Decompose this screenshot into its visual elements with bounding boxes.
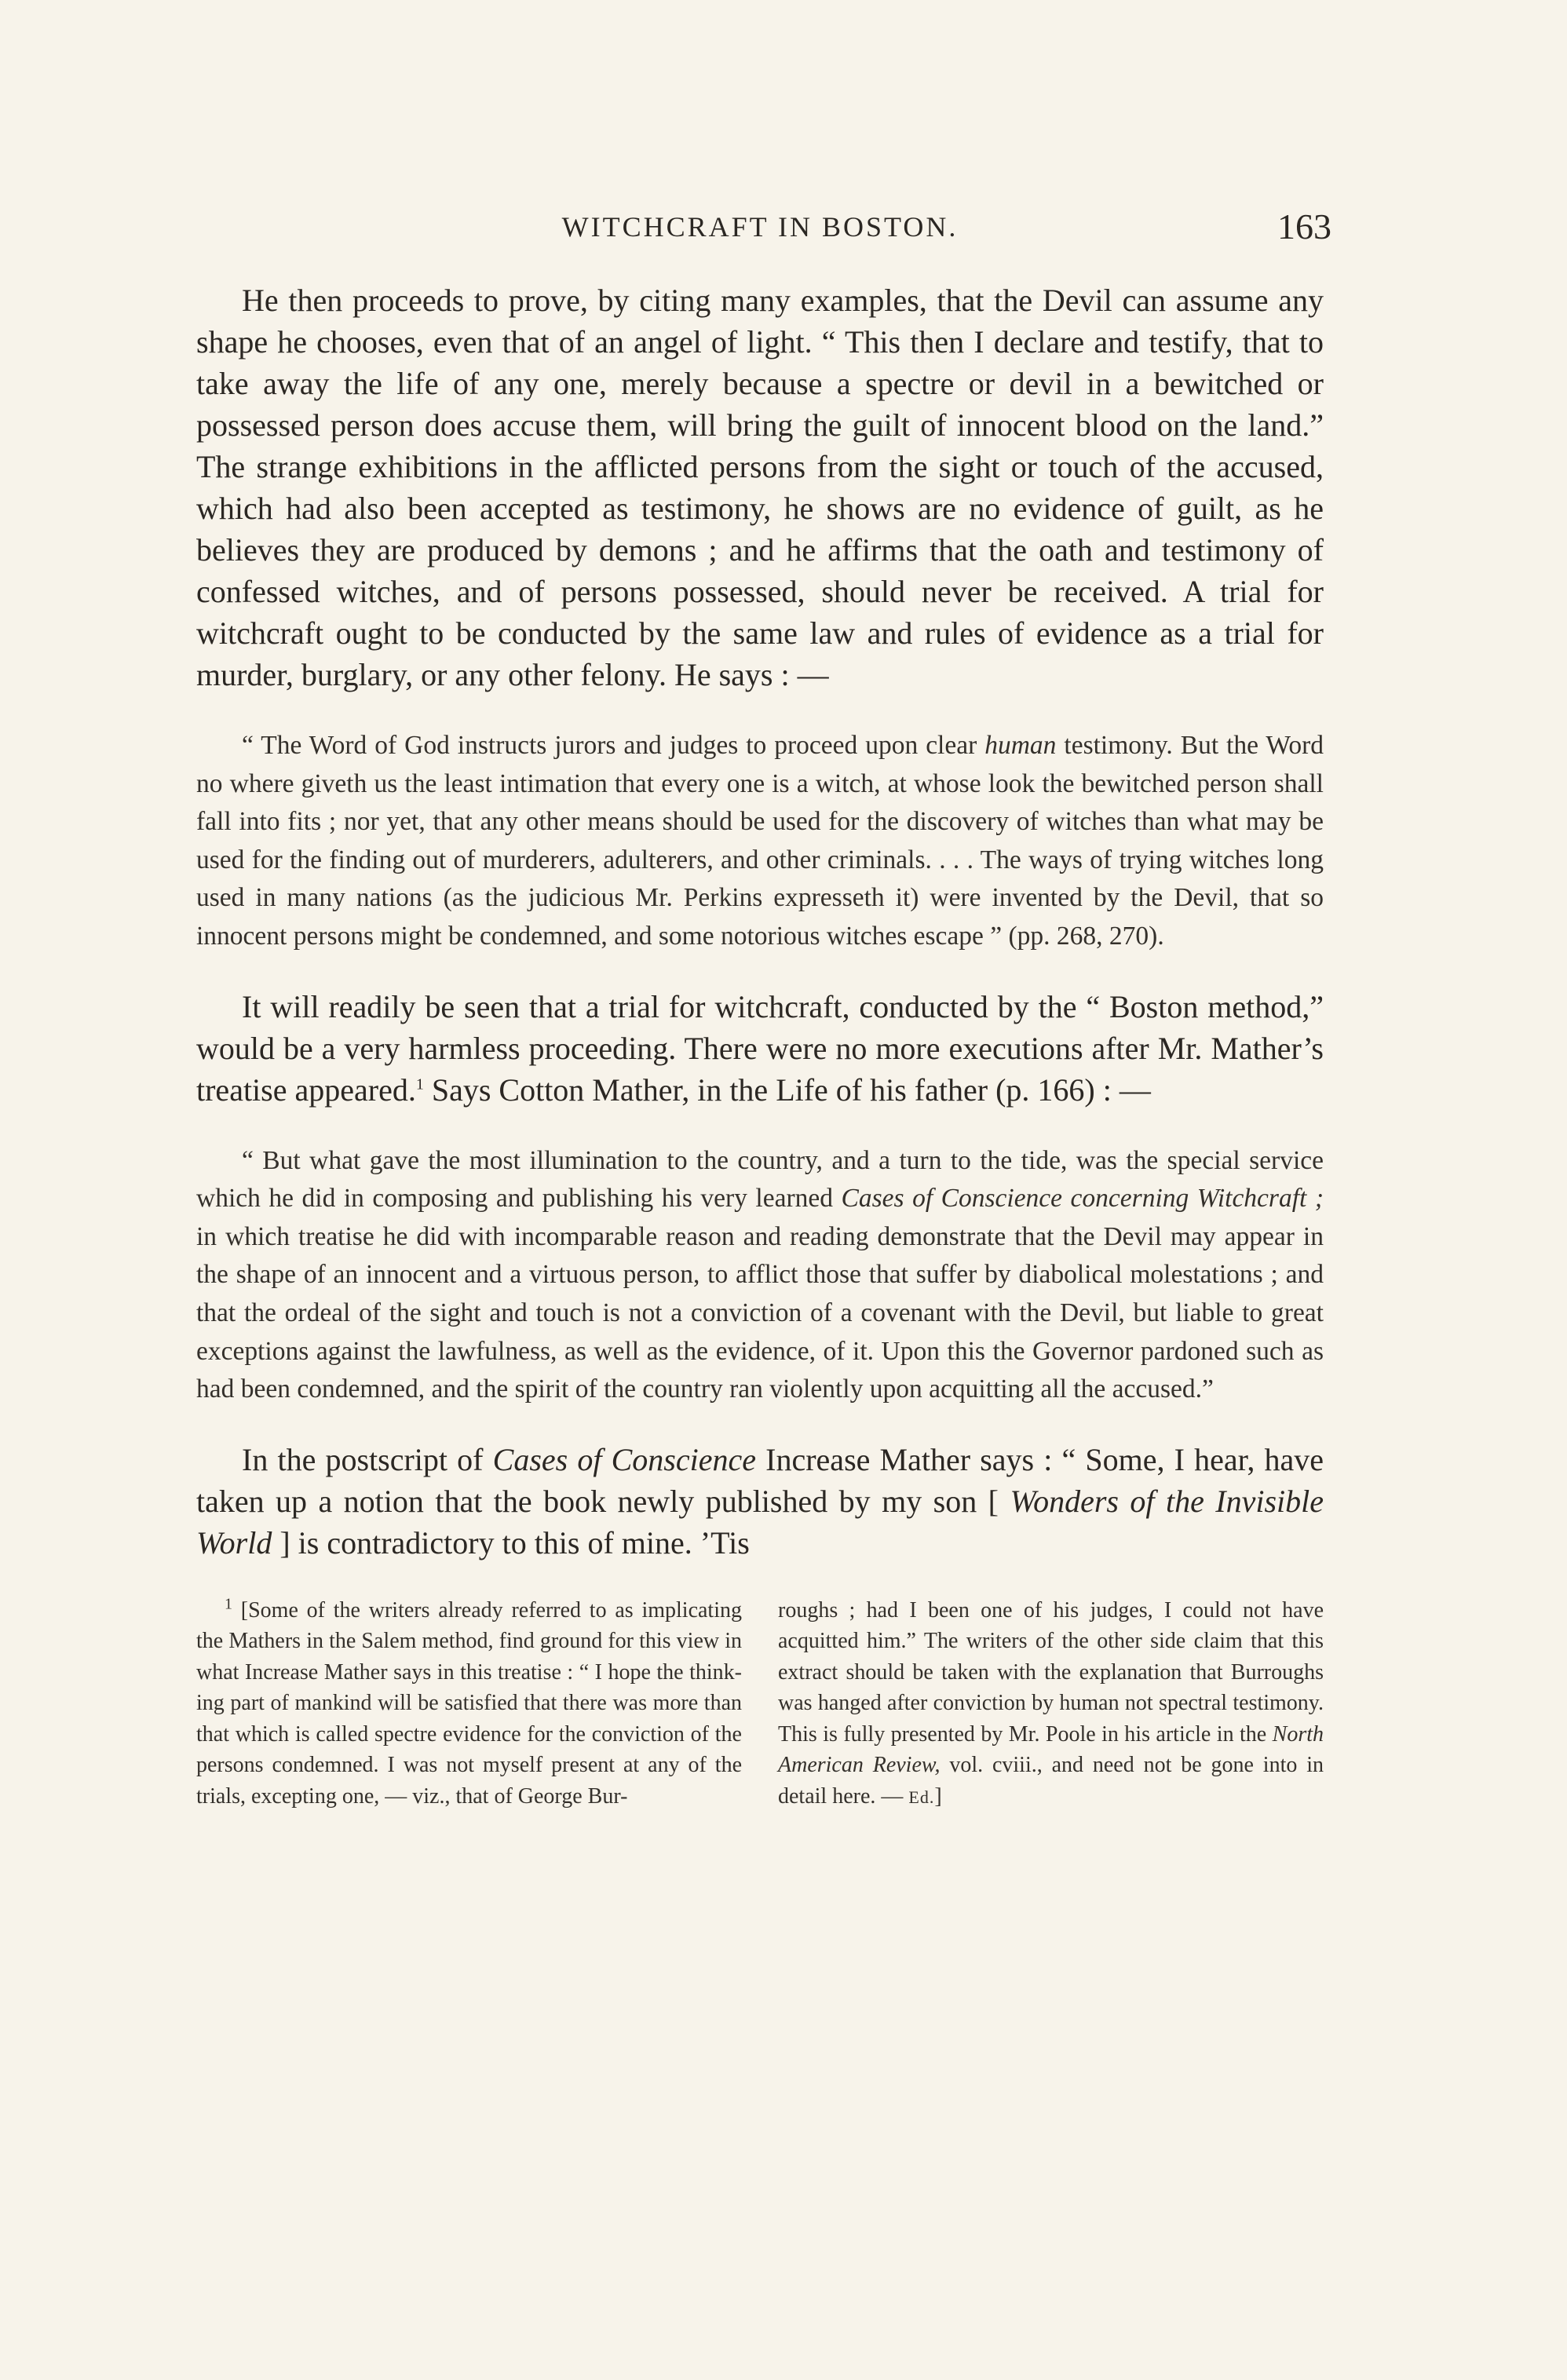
paragraph-text: is contradictory to this of mine. ’Tis — [290, 1524, 750, 1561]
journal-title-italic: North American Review, — [778, 1721, 1324, 1778]
paragraph-boston-method — [196, 986, 1324, 1111]
page-number: 163 — [1277, 206, 1331, 246]
paragraph-text: Increase Mather says : “ Some, I hear, have taken up a notion that the book newly published by my son — [196, 1441, 1324, 1519]
footnote-marker: 1 — [225, 1595, 232, 1613]
book-title-italic: Cases of Conscience — [492, 1441, 757, 1477]
quote-text: “ But what gave the most illumination to the country, and a turn to the tide, was the special service which he did in composing and publishing his very learned — [196, 1145, 1324, 1214]
footnote-text: [Some of the writers already referred to as implicating the Mathers in the Salem method, find ground for this view in what Increase Mather says in this treatise : “ I hope the thinking part of mankind will be satisfied that there was more than that which is called spectre evidence for the conviction of the persons condemned. I was not myself present at any of the trials, excepting one, — viz., that of George Bur- — [196, 1597, 742, 1809]
footnote-column-right — [778, 1595, 1324, 1813]
quote-italic: Cases of Conscience concerning Witchcraft ; — [841, 1184, 1324, 1214]
main-text — [196, 279, 1324, 1812]
quote-cotton-mather — [196, 1142, 1324, 1409]
editor-mark: Ed. — [908, 1787, 935, 1807]
paragraph-text: It will readily be seen that a trial for witchcraft, conducted by the “ Boston method,” would be a very harmless proceeding. There were no more executions after Mr. Mather’s treatise appeared. — [196, 988, 1324, 1108]
book-title-italic: Wonders of the Invisible World — [196, 1483, 1324, 1561]
quote-italic: human — [984, 731, 1057, 760]
footnote-text: roughs ; had I been one of his judges, I could not have acquitted him.” The writers of the other side claim that this extract should be taken with the explanation that Burroughs was hanged after conviction by human not spectral testimony. This is fully presented by Mr. Poole in his article in the — [778, 1597, 1324, 1747]
footnotes — [196, 1595, 1324, 1813]
quote-text: “ The Word of God instructs jurors and judges to proceed upon clear — [242, 731, 985, 760]
quote-text: in which treatise he did with incomparable reason and reading demonstrate that the Devil may appear in the shape of an innocent and a virtuous person, to afflict those that suffer by diabolical molestations ; and that the ordeal of the sight and touch is not a conviction of a covenant with the Devil, but liable to great exceptions against the lawfulness, as well as the evidence, of it. Upon this the Governor pardoned such as had been condemned, and the spirit of the country ran violently upon acquitting all the accused.” — [196, 1221, 1324, 1404]
paragraph-postscript — [196, 1439, 1324, 1564]
quote-word-of-god — [196, 727, 1324, 956]
footnote-column-left — [196, 1595, 742, 1813]
paragraph-text: Says Cotton Mather, in the Life of his father (p. 166) : — — [423, 1071, 1151, 1108]
footnote-text: vol. cviii., and need not be gone into in detail here. — — [778, 1753, 1324, 1809]
bracket-close: ] — [272, 1524, 290, 1561]
running-head — [196, 206, 1331, 253]
paragraph-text: In the postscript of — [242, 1441, 493, 1477]
paragraph-devil-shape — [196, 279, 1324, 695]
quote-text: testimony. But the Word no where giveth us the least intimation that every one is a witch, at whose look the bewitched person shall fall into fits ; nor yet, that any other means should be used for the discovery of witches than what may be used for the finding out of murderers, adulterers, and other criminals. . . . The ways of trying witches long used in many nations (as the judicious Mr. Perkins expresseth it) were invented by the Devil, that so innocent persons might be condemned, and some notorious witches escape ” (pp. 268, 270). — [196, 731, 1324, 951]
bracket-open: [ — [988, 1483, 1010, 1519]
paragraph-text: He then proceeds to prove, by citing many examples, that the Devil can assume any shape he chooses, even that of an angel of light. “ This then I declare and testify, that to take away the life of any one, merely because a spectre or devil in a bewitched or possessed person does accuse them, will bring the guilt of innocent blood on the land.” The strange exhibitions in the afflicted persons from the sight or touch of the accused, which had also been accepted as testimony, he shows are no evidence of guilt, as he believes they are produced by demons ; and he affirms that the oath and testimony of confessed witches, and of persons possessed, should never be received. A trial for witchcraft ought to be conducted by the same law and rules of evidence as a trial for murder, burglary, or any other felony. He says : — — [196, 283, 1324, 692]
footnote-reference: 1 — [415, 1075, 424, 1093]
footnote-text: ] — [934, 1783, 942, 1809]
running-title: WITCHCRAFT IN BOSTON. — [561, 211, 959, 243]
